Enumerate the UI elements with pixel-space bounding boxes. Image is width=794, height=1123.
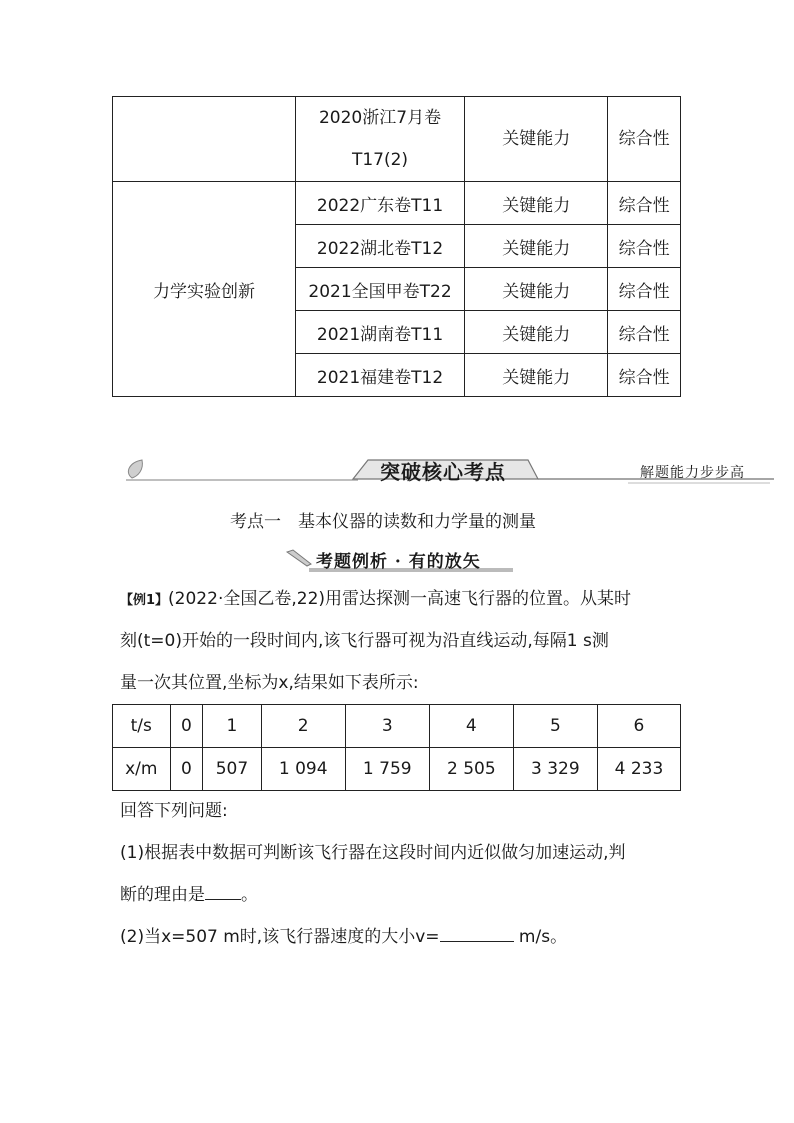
type-cell: 综合性 — [608, 182, 681, 225]
table-row — [113, 97, 681, 182]
question-2-text: (2)当x=507 m时,该飞行器速度的大小v= — [120, 927, 440, 947]
value-cell: 0 — [170, 748, 203, 791]
source-cell — [295, 97, 464, 182]
value-cell: 1 759 — [345, 748, 429, 791]
row-label-cell: x/m — [113, 748, 171, 791]
source-cell: 2021全国甲卷T22 — [295, 268, 464, 311]
pen-icon — [287, 550, 311, 566]
value-cell: 4 233 — [597, 748, 680, 791]
table-row — [113, 182, 681, 225]
exam-distribution-table — [112, 96, 681, 397]
topic-cell — [113, 97, 296, 182]
value-cell: 3 — [345, 705, 429, 748]
source-cell: 2022湖北卷T12 — [295, 225, 464, 268]
source-cell: 2021福建卷T12 — [295, 354, 464, 397]
ability-cell: 关键能力 — [465, 225, 608, 268]
value-cell: 507 — [203, 748, 262, 791]
value-cell: 6 — [597, 705, 680, 748]
row-label-cell: t/s — [113, 705, 171, 748]
answer-blank-2[interactable] — [440, 923, 514, 942]
value-cell: 3 329 — [513, 748, 597, 791]
example-text: (2022·全国乙卷,22)用雷达探测一高速飞行器的位置。从某时 — [168, 589, 632, 609]
type-cell: 综合性 — [608, 97, 681, 182]
source-line-1: 2020浙江7月卷 — [318, 108, 442, 128]
ability-cell: 关键能力 — [465, 97, 608, 182]
example-line-2: 刻(t=0)开始的一段时间内,该飞行器可视为沿直线运动,每隔1 s测 — [120, 631, 609, 651]
question-1-end: 。 — [241, 885, 258, 905]
kaodian-title: 考点一 基本仪器的读数和力学量的测量 — [230, 512, 536, 532]
answer-blank-1[interactable] — [205, 881, 241, 900]
value-cell: 0 — [170, 705, 203, 748]
banner-title: 突破核心考点 — [380, 460, 506, 484]
example-line-1 — [120, 578, 685, 622]
question-2 — [120, 916, 685, 958]
ability-cell: 关键能力 — [465, 268, 608, 311]
value-cell: 2 505 — [429, 748, 513, 791]
ability-cell: 关键能力 — [465, 182, 608, 225]
question-2-end: m/s。 — [513, 927, 568, 947]
value-cell: 2 — [261, 705, 345, 748]
sub-title: 考题例析 · 有的放矢 — [316, 552, 481, 572]
type-cell: 综合性 — [608, 268, 681, 311]
value-cell: 5 — [513, 705, 597, 748]
table-row — [113, 705, 681, 748]
question-1-line-2 — [120, 874, 685, 916]
type-cell: 综合性 — [608, 311, 681, 354]
value-cell: 1 — [203, 705, 262, 748]
banner-slogan: 解题能力步步高 — [640, 465, 745, 481]
topic-cell: 力学实验创新 — [113, 182, 296, 397]
ability-cell: 关键能力 — [465, 354, 608, 397]
value-cell: 1 094 — [261, 748, 345, 791]
example-line-3: 量一次其位置,坐标为x,结果如下表所示: — [120, 673, 419, 693]
position-data-table — [112, 704, 681, 791]
source-cell: 2021湖南卷T11 — [295, 311, 464, 354]
example-tag: 【例1】 — [120, 593, 169, 608]
type-cell: 综合性 — [608, 354, 681, 397]
leaf-icon — [128, 460, 142, 478]
table-row — [113, 748, 681, 791]
questions-intro: 回答下列问题: — [120, 801, 228, 821]
question-1-text: 断的理由是 — [120, 885, 205, 905]
question-1-line-1: (1)根据表中数据可判断该飞行器在这段时间内近似做匀加速运动,判 — [120, 843, 626, 863]
source-cell: 2022广东卷T11 — [295, 182, 464, 225]
ability-cell: 关键能力 — [465, 311, 608, 354]
value-cell: 4 — [429, 705, 513, 748]
source-line-2: T17(2) — [351, 150, 409, 170]
type-cell: 综合性 — [608, 225, 681, 268]
